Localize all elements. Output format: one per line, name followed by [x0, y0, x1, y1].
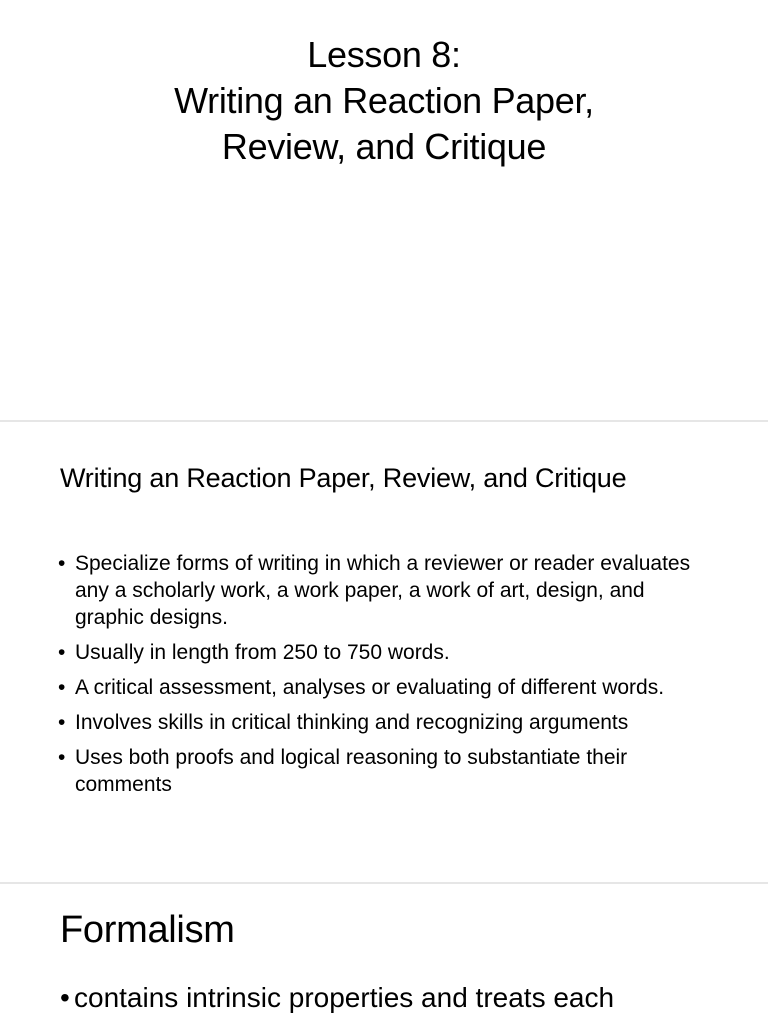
title-line-2: Writing an Reaction Paper,: [174, 80, 594, 121]
slide-title: [0, 0, 768, 422]
bullet-text: Involves skills in critical thinking and recognizing arguments: [75, 711, 629, 734]
title-line-1: Lesson 8:: [307, 34, 461, 75]
bullet-item: [56, 709, 716, 736]
slide-heading: Formalism: [60, 909, 235, 951]
bullet-item: [56, 674, 716, 701]
slide-overview: [0, 422, 768, 884]
title-line-3: Review, and Critique: [221, 126, 547, 167]
bullet-icon: •: [58, 746, 66, 769]
bullet-item: [56, 639, 716, 666]
bullet-text: Specialize forms of writing in which a reviewer or reader evaluates any a scholarly work, a work paper, a work of art, design, and graphic designs.: [75, 552, 691, 629]
bullet-icon: •: [58, 676, 66, 699]
bullet-text: Uses both proofs and logical reasoning to substantiate their comments: [75, 746, 628, 796]
bullet-text: Usually in length from 250 to 750 words.: [75, 641, 450, 664]
bullet-text: A critical assessment, analyses or evaluating of different words.: [75, 676, 665, 699]
bullet-text: contains intrinsic properties and treats each: [74, 982, 615, 1013]
bullet-list: [56, 550, 716, 806]
bullet-icon: •: [58, 641, 66, 664]
bullet-item: [56, 550, 716, 631]
slide-title-heading: [0, 32, 768, 170]
bullet-item: [60, 980, 740, 1016]
bullet-list: [60, 980, 740, 1016]
bullet-icon: •: [60, 982, 70, 1013]
slide-heading: Writing an Reaction Paper, Review, and Critique: [60, 463, 627, 493]
bullet-icon: •: [58, 711, 66, 734]
bullet-item: [56, 744, 716, 798]
bullet-icon: •: [58, 552, 66, 575]
slide-formalism: [0, 884, 768, 1024]
